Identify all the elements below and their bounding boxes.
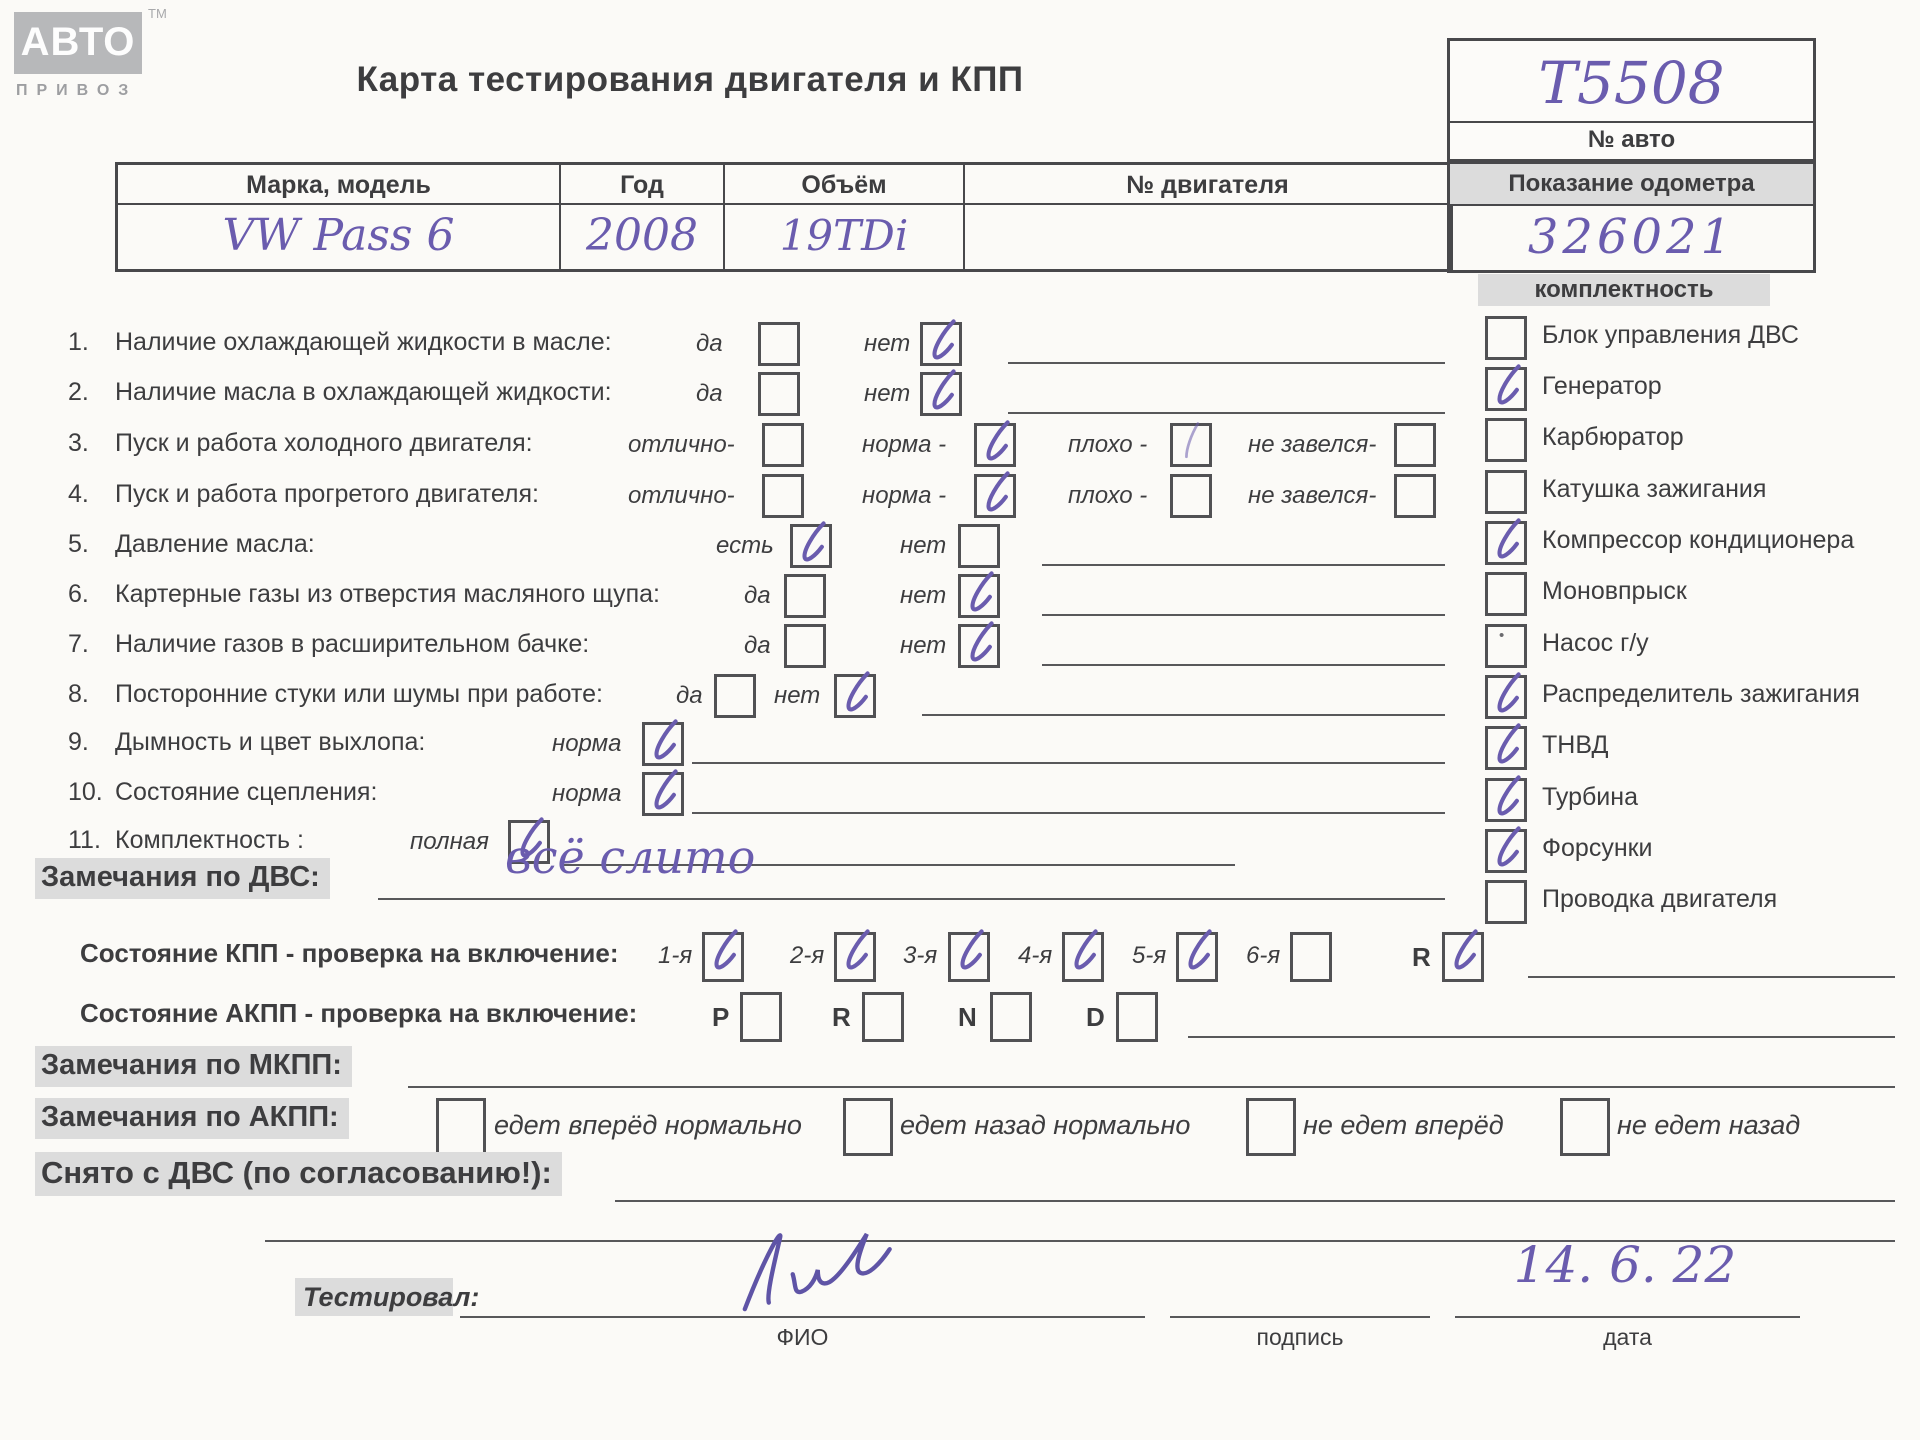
option-label: норма - [862, 431, 947, 458]
position-label: D [1086, 1002, 1105, 1032]
checklist-row [0, 524, 1920, 570]
car-number-label: № авто [1450, 121, 1813, 156]
item-number: 9. [68, 728, 89, 756]
blank-line [922, 714, 1445, 716]
option-label: отлично- [628, 482, 735, 509]
checkbox[interactable] [1170, 423, 1212, 467]
podpis-caption: подпись [1256, 1324, 1344, 1350]
position-label: N [958, 1002, 977, 1032]
checkbox[interactable] [948, 932, 990, 982]
vehicle-table [115, 162, 1453, 272]
item-number: 8. [68, 680, 89, 708]
checklist-item-label: Посторонние стуки или шумы при работе: [115, 680, 603, 708]
checklist-row [0, 772, 1920, 818]
akpp-row [0, 992, 1920, 1038]
header-year: Год [561, 165, 725, 205]
item-number: 11. [68, 826, 101, 854]
akpp-option-label: не едет назад [1617, 1110, 1801, 1140]
option-label: нет [774, 682, 821, 709]
equipment-header: комплектность [1478, 274, 1770, 306]
item-number: 4. [68, 480, 89, 508]
akpp-remarks-row [0, 1098, 1920, 1156]
check-mark-icon [972, 470, 1018, 518]
equipment-label: Турбина [1542, 783, 1638, 811]
checkbox[interactable] [1394, 474, 1436, 518]
checkbox[interactable] [758, 322, 800, 366]
avtoprivoz-logo: АВТО [14, 12, 142, 74]
equipment-label: Карбюратор [1542, 423, 1684, 451]
checkbox[interactable] [762, 423, 804, 467]
checklist-row [0, 722, 1920, 768]
option-label: норма - [862, 482, 947, 509]
checkbox[interactable] [958, 524, 1000, 568]
fio-caption: ФИО [776, 1324, 829, 1350]
blank-line [1188, 1036, 1895, 1038]
blank-line [1042, 564, 1445, 566]
check-mark-icon [918, 368, 964, 416]
checkbox[interactable] [758, 372, 800, 416]
option-label: нет [900, 582, 947, 609]
checkbox[interactable] [920, 372, 962, 416]
option-label: нет [900, 532, 947, 559]
option-label: не завелся- [1248, 482, 1377, 509]
vehicle-table-header [118, 165, 1450, 205]
checkbox[interactable] [1442, 932, 1484, 982]
equipment-label: Распределитель зажигания [1542, 680, 1860, 708]
odometer-value[interactable]: 326021 [1527, 209, 1736, 265]
option-label: плохо - [1068, 431, 1148, 458]
blank-line [408, 1086, 1895, 1088]
checkbox[interactable] [1560, 1098, 1610, 1156]
checkbox[interactable] [714, 674, 756, 718]
checkbox[interactable] [1394, 423, 1436, 467]
engine-number-value[interactable] [965, 205, 1450, 269]
equipment-label: Блок управления ДВС [1542, 321, 1799, 349]
car-number-box [1447, 38, 1816, 162]
gear-label: 3-я [903, 942, 938, 969]
checkbox[interactable] [790, 524, 832, 568]
checklist-item-label: Наличие охлаждающей жидкости в масле: [115, 328, 612, 356]
checkbox[interactable] [784, 624, 826, 668]
header-volume: Объём [725, 165, 965, 205]
checkbox[interactable] [834, 674, 876, 718]
option-label: плохо - [1068, 482, 1148, 509]
checkbox[interactable] [920, 322, 962, 366]
volume-value[interactable]: 19TDi [725, 205, 965, 269]
gear-label: R [1412, 942, 1431, 972]
check-mark-icon [788, 520, 834, 568]
check-mark-icon [832, 928, 878, 976]
signature-line[interactable] [1170, 1316, 1430, 1318]
position-label: R [832, 1002, 851, 1032]
checkbox[interactable] [740, 992, 782, 1042]
option-label: да [696, 380, 723, 407]
checklist-item-label: Пуск и работа прогретого двигателя: [115, 480, 539, 508]
checklist-row [0, 574, 1920, 620]
checkbox[interactable] [642, 722, 684, 766]
blank-line [1042, 664, 1445, 666]
check-mark-icon [1060, 928, 1106, 976]
checkbox[interactable] [862, 992, 904, 1042]
checkbox[interactable] [702, 932, 744, 982]
item-number: 7. [68, 630, 89, 658]
checkbox[interactable] [436, 1098, 486, 1156]
gear-label: 4-я [1018, 942, 1053, 969]
checkbox[interactable] [958, 624, 1000, 668]
option-label: да [744, 632, 771, 659]
option-label: нет [864, 380, 911, 407]
checklist-item-label: Пуск и работа холодного двигателя: [115, 429, 533, 457]
checklist-item-label: Дымность и цвет выхлопа: [115, 728, 426, 756]
checkbox[interactable] [1290, 932, 1332, 982]
blank-line [378, 898, 1445, 900]
date-line[interactable] [1455, 1316, 1800, 1318]
item-number: 5. [68, 530, 89, 558]
item-number: 3. [68, 429, 89, 457]
kpp-label: Состояние КПП - проверка на включение: [80, 938, 619, 968]
car-number-handwritten[interactable]: T5508 [1538, 49, 1725, 117]
date-handwritten[interactable]: 14. 6. 22 [1513, 1236, 1737, 1294]
check-mark-icon [956, 570, 1002, 618]
option-label: норма [552, 780, 622, 807]
checklist-item-label: Состояние сцепления: [115, 778, 378, 806]
odometer-header: Показание одометра [1450, 164, 1813, 206]
checkbox[interactable] [1170, 474, 1212, 518]
check-mark-icon [946, 928, 992, 976]
checklist-row [0, 322, 1920, 368]
blank-line [692, 812, 1445, 814]
checklist-row [0, 372, 1920, 418]
akpp-option-label: не едет вперёд [1303, 1110, 1504, 1140]
equipment-label: Форсунки [1542, 834, 1653, 862]
option-label: полная [410, 828, 489, 855]
signature-line[interactable] [460, 1316, 1145, 1318]
checkbox[interactable] [958, 574, 1000, 618]
akpp-remarks-label: Замечания по АКПП: [35, 1098, 349, 1139]
checkbox[interactable] [974, 474, 1016, 518]
check-mark-icon [1174, 928, 1220, 976]
check-mark-icon [1440, 928, 1486, 976]
vehicle-table-values [118, 205, 1450, 269]
checkbox[interactable] [762, 474, 804, 518]
checklist-row [0, 474, 1920, 520]
checkbox[interactable] [834, 932, 876, 982]
brand-model-value[interactable]: VW Pass 6 [118, 205, 561, 269]
checklist-row [0, 624, 1920, 670]
blank-line [1042, 614, 1445, 616]
blank-line [1008, 412, 1445, 414]
check-mark-icon [700, 928, 746, 976]
tested-by-label: Тестировал: [295, 1278, 453, 1316]
tester-signature-handwriting [735, 1222, 955, 1320]
akpp-option-label: едет вперёд нормально [494, 1110, 802, 1140]
trademark-symbol: ТМ [148, 6, 167, 21]
equipment-label: Катушка зажигания [1542, 475, 1767, 503]
header-brand-model: Марка, модель [118, 165, 561, 205]
header-engine-number: № двигателя [965, 165, 1450, 205]
checklist-row [0, 674, 1920, 720]
checklist-item-label: Картерные газы из отверстия масляного щупа: [115, 580, 660, 608]
gear-label: 5-я [1132, 942, 1167, 969]
checkbox[interactable] [784, 574, 826, 618]
item-number: 6. [68, 580, 89, 608]
item-number: 10. [68, 778, 103, 806]
gear-label: 6-я [1246, 942, 1281, 969]
option-label: да [676, 682, 703, 709]
checkbox[interactable] [642, 772, 684, 816]
gear-label: 2-я [790, 942, 825, 969]
equipment-label: ТНВД [1542, 731, 1609, 759]
position-label: P [712, 1002, 730, 1032]
option-label: да [696, 330, 723, 357]
blank-line [615, 1200, 1895, 1202]
year-value[interactable]: 2008 [561, 205, 725, 269]
equipment-label: Проводка двигателя [1542, 885, 1778, 913]
gear-label: 1-я [658, 942, 693, 969]
dvs-remarks-label: Замечания по ДВС: [35, 858, 330, 899]
checkbox[interactable] [1116, 992, 1158, 1042]
akpp-label: Состояние АКПП - проверка на включение: [80, 998, 638, 1028]
checklist-item-label: Комплектность : [115, 826, 304, 854]
removed-from-engine-label: Снято с ДВС (по согласованию!): [35, 1152, 562, 1196]
option-label: нет [864, 330, 911, 357]
check-mark-icon [640, 768, 686, 816]
dvs-remarks-handwritten[interactable]: всё слито [505, 830, 756, 884]
kpp-row [0, 932, 1920, 978]
checklist-row [0, 423, 1920, 469]
checkbox[interactable] [1062, 932, 1104, 982]
check-mark-icon [640, 718, 686, 766]
option-label: не завелся- [1248, 431, 1377, 458]
check-mark-icon [972, 419, 1018, 467]
check-mark-icon [1168, 419, 1214, 467]
equipment-label: Насос г/у [1542, 629, 1649, 657]
option-label: нет [900, 632, 947, 659]
check-mark-icon [832, 670, 878, 718]
checklist-item-label: Наличие масла в охлаждающей жидкости: [115, 378, 612, 406]
option-label: есть [716, 532, 774, 559]
option-label: норма [552, 730, 622, 757]
checkbox[interactable] [990, 992, 1032, 1042]
akpp-option-label: едет назад нормально [900, 1110, 1191, 1140]
odometer-column [1447, 162, 1816, 273]
item-number: 1. [68, 328, 89, 356]
logo-subtitle: ПРИВОЗ [16, 82, 138, 99]
checkbox[interactable] [974, 423, 1016, 467]
checkbox[interactable] [843, 1098, 893, 1156]
checkbox[interactable] [1176, 932, 1218, 982]
blank-line [692, 762, 1445, 764]
option-label: отлично- [628, 431, 735, 458]
blank-line [1528, 976, 1895, 978]
checklist-item-label: Наличие газов в расширительном бачке: [115, 630, 590, 658]
check-mark-icon [918, 318, 964, 366]
date-caption: дата [1603, 1324, 1652, 1350]
checklist-item-label: Давление масла: [115, 530, 315, 558]
equipment-label: Моновпрыск [1542, 577, 1687, 605]
check-mark-icon [956, 620, 1002, 668]
equipment-label: Генератор [1542, 372, 1662, 400]
item-number: 2. [68, 378, 89, 406]
checkbox[interactable] [1246, 1098, 1296, 1156]
blank-line [1008, 362, 1445, 364]
option-label: да [744, 582, 771, 609]
checkbox[interactable] [1485, 880, 1527, 924]
page-title: Карта тестирования двигателя и КПП [356, 60, 1024, 99]
equipment-label: Компрессор кондиционера [1542, 526, 1855, 554]
mkpp-remarks-label: Замечания по МКПП: [35, 1046, 352, 1087]
